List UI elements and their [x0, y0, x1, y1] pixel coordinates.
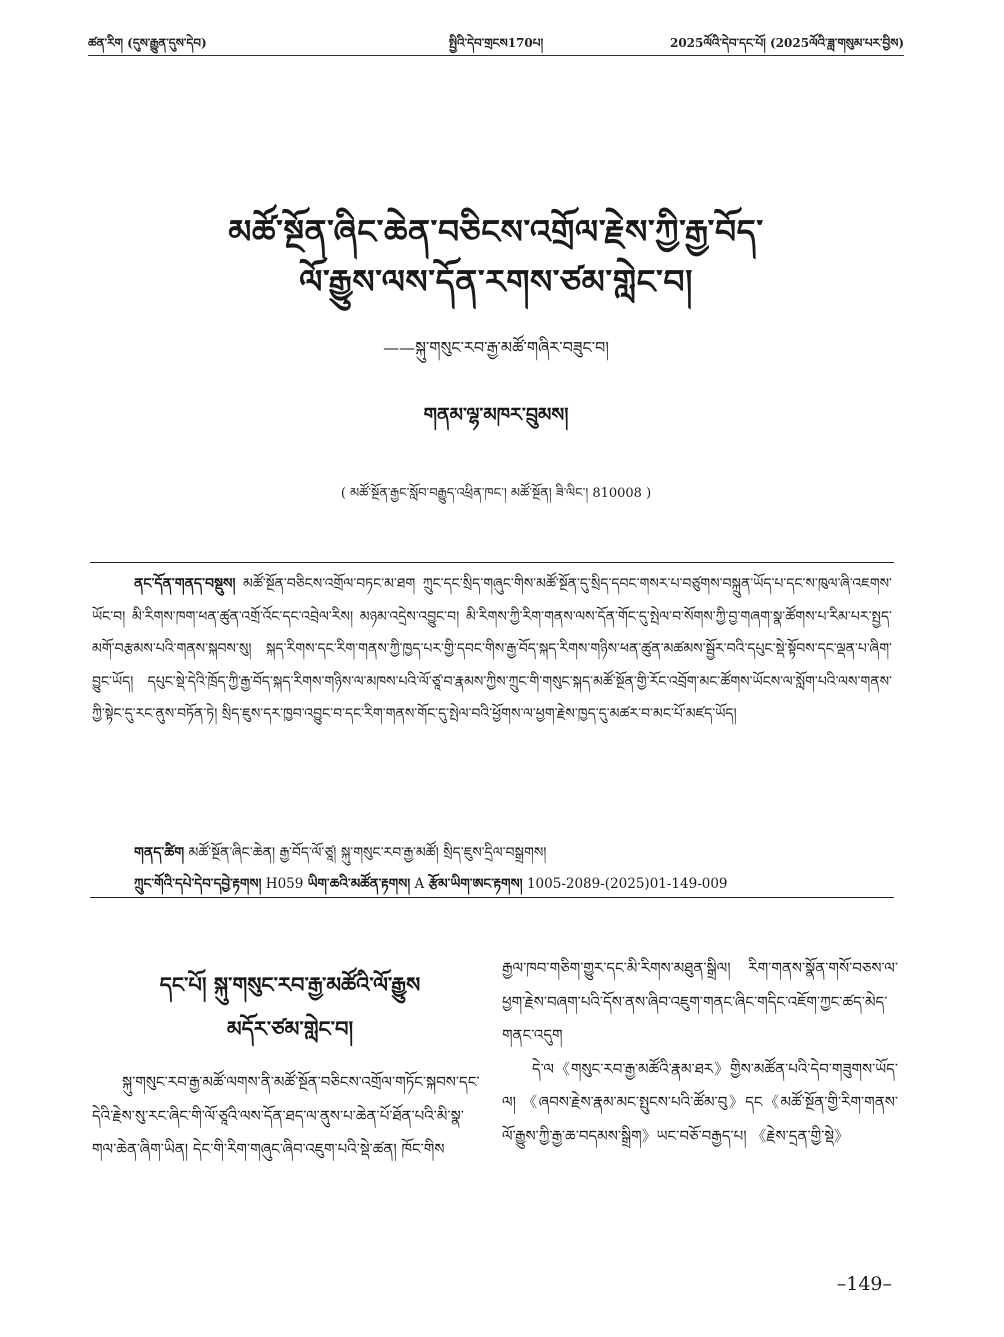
keywords-label: གནད་ཚིག [134, 845, 185, 861]
article-id: 1005-2089-(2025)01-149-009 [522, 876, 728, 892]
page-number: –149– [836, 1273, 892, 1295]
header-issue-date: 2025ལོའི་དེབ་དང་པོ། (2025ལོའི་ཟླ་གསུམ་པར་བྱིས) [669, 36, 904, 50]
abstract-paragraph [92, 568, 892, 731]
header-journal-name: ཚན་རིག (དུས་རྒྱུན་དུས་དེབ) [88, 36, 207, 50]
doc-code: A [410, 876, 429, 892]
article-title-line2: ལོ་རྒྱུས་ལས་དོན་རགས་ཙམ་གླེང་བ། [299, 262, 693, 301]
article-subtitle: ——སྐུ་གསུང་རབ་རྒྱ་མཚོ་གཞིར་བཟུང་བ། [383, 338, 609, 357]
right-column-paragraph-2: དེ་ལ《གསུང་རབ་རྒྱ་མཚོའི་རྣམ་ཐར》གྱིས་མཚོན་པའི་དེབ་གཟུགས་ཡོད་ལ། 《ཞབས་རྗེས་རྣམ་མང་སྤུངས་པའི་ཚོམ་བུ》དང《མཚོ་སྔོན་གྱི་རིག་གནས་ལོ་རྒྱུས་ཀྱི་རྒྱ་ཆ་བདམས་སྒྲིག》ཡང་བཅོ་བརྒྱད་པ། 《རྗེས་དྲན་གྱི་སྡེ》 [502, 1059, 898, 1145]
left-column-paragraph: སྐུ་གསུང་རབ་རྒྱ་མཚོ་ལགས་ནི་མཚོ་སྔོན་བཅིངས་འགྲོལ་གཏོང་སྐབས་དང་དེའི་རྗེས་སུ་རང་ཞིང་གི་ལོ་ཙཱའི་ལས་དོན་ཐད་ལ་ནུས་པ་ཆེན་པོ་ཐོན་པའི་མི་སྣ་གལ་ཆེན་ཞིག་ཡིན། དེང་གི་རིག་གཞུང་ཞིབ་འཇུག་པའི་སྡེ་ཚན། ཁོང་གིས [92, 1073, 480, 1158]
abstract-block [92, 568, 892, 731]
header-issue-total: སྤྱིའི་དེབ་གྲངས170པ། [448, 36, 544, 50]
clc-code: H059 [261, 876, 308, 892]
abstract-bottom-rule [90, 897, 894, 898]
header-divider [88, 55, 904, 56]
section-title-line2: མདོར་ཙམ་གླེང་བ། [226, 1016, 354, 1041]
author-name: གནམ་ལྷ་མཁར་བྲུམས། [423, 404, 569, 426]
author-affiliation: ( མཚོ་སྔོན་རྒྱང་སློབ་བརྒྱུད་འཕྲིན་ཁང་། མཚོ་སྔོན། ཟི་ལིང་། 810008 ) [340, 486, 652, 501]
running-header [88, 30, 904, 52]
keywords-text: མཚོ་སྔོན་ཞིང་ཆེན། རྒྱ་བོད་ལོ་ཙཱ། སྐུ་གསུང་རབ་རྒྱ་མཚོ། སྲིད་ཇུས་དྲིལ་བསྒྲགས། [184, 845, 547, 861]
doc-code-label: ཡིག་ཆའི་མཚོན་རྟགས། [307, 876, 411, 892]
abstract-text: མཚོ་སྔོན་བཅིངས་འགྲོལ་བཏང་མ་ཐག ཀྲུང་དང་སྲིད་གཞུང་གིས་མཚོ་སྔོན་དུ་སྲིད་དབང་གསར་པ་བཙུགས་བསྐྲུན་ཡོད་པ་དང་ས་ཁུལ་ཞི་འཇགས་ཡོང་བ། མི་རིགས་ཁག་ཕན་ཚུན་འགྲོ་འོང་དང་འབྲེལ་རིས། མཉམ་འདྲེས་འབྱུང་བ། མི་རིགས་ཀྱི་རིག་གནས་ལས་དོན་གོང་དུ་སྤེལ་བ་སོགས་ཀྱི་བྱ་གཞག་སྣ་ཚོགས་པ་རིམ་པར་སྤྱད་མགོ་བརྩམས་པའི་གནས་སྐབས་སུ། སྐད་རིགས་དང་རིག་གནས་ཀྱི་ཁྱད་པར་གྱི་དབང་གིས་རྒྱ་བོད་སྐད་རིགས་གཉིས་ཕན་ཚུན་མཚམས་སྦྱོར་བའི་དཔུང་སྡེ་སྟོབས་དང་ལྡན་པ་ཞིག་བྱུང་ཡོད། དཔུང་སྡེ་དེའི་ཁྲོད་ཀྱི་རྒྱ་བོད་སྐད་རིགས་གཉིས་ལ་མཁས་པའི་ལོ་ཙཱ་བ་རྣམས་ཀྱིས་ཀྲུང་གི་གསུང་སྐད་མཚོ་སྔོན་གྱི་རོང་འབྲོག་མང་ཚོགས་ཡོངས་ལ་སློག་པའི་ལས་གནས་ཀྱི་སྟེང་དུ་རང་ནུས་བཏོན་ཏེ། སྲིད་ཇུས་དར་ཁྱབ་འབྱུང་བ་དང་རིག་གནས་གོང་དུ་སྤེལ་བའི་ཕྱོགས་ལ་ཕྱག་རྗེས་ཁྱད་དུ་མཚར་བ་མང་པོ་མཛད་ཡོད། [92, 576, 892, 722]
clc-label: ཀྲུང་གོའི་དཔེ་དེབ་དབྱེ་རྟགས། [134, 876, 262, 892]
right-column [502, 952, 898, 1153]
article-id-label: རྩོམ་ཡིག་ཨང་རྟགས། [428, 876, 523, 892]
left-column [92, 1066, 488, 1167]
section-title-line1: དང་པོ། སྐུ་གསུང་རབ་རྒྱ་མཚོའི་ལོ་རྒྱུས [159, 972, 421, 997]
classification-line [134, 869, 894, 907]
right-column-paragraph-1: རྒྱལ་ཁབ་གཅིག་གྱུར་དང་མི་རིགས་མཐུན་སྒྲིལ། རིག་གནས་སྣོན་གསོ་བཅས་ལ་ཕྱག་རྗེས་བཞག་པའི་དོས་ནས་ཞིབ་འཇུག་གནང་ཞིང་གདིང་འཇོག་ཀྱང་ཚད་མེད་གནང་འདུག [502, 959, 898, 1044]
abstract-label: ནང་དོན་གནད་བསྡུས། [134, 576, 236, 592]
article-title-line1: མཚོ་སྔོན་ཞིང་ཆེན་བཅིངས་འགྲོལ་རྗེས་ཀྱི་རྒྱ་བོད་ [228, 212, 764, 251]
abstract-top-rule [90, 562, 894, 563]
